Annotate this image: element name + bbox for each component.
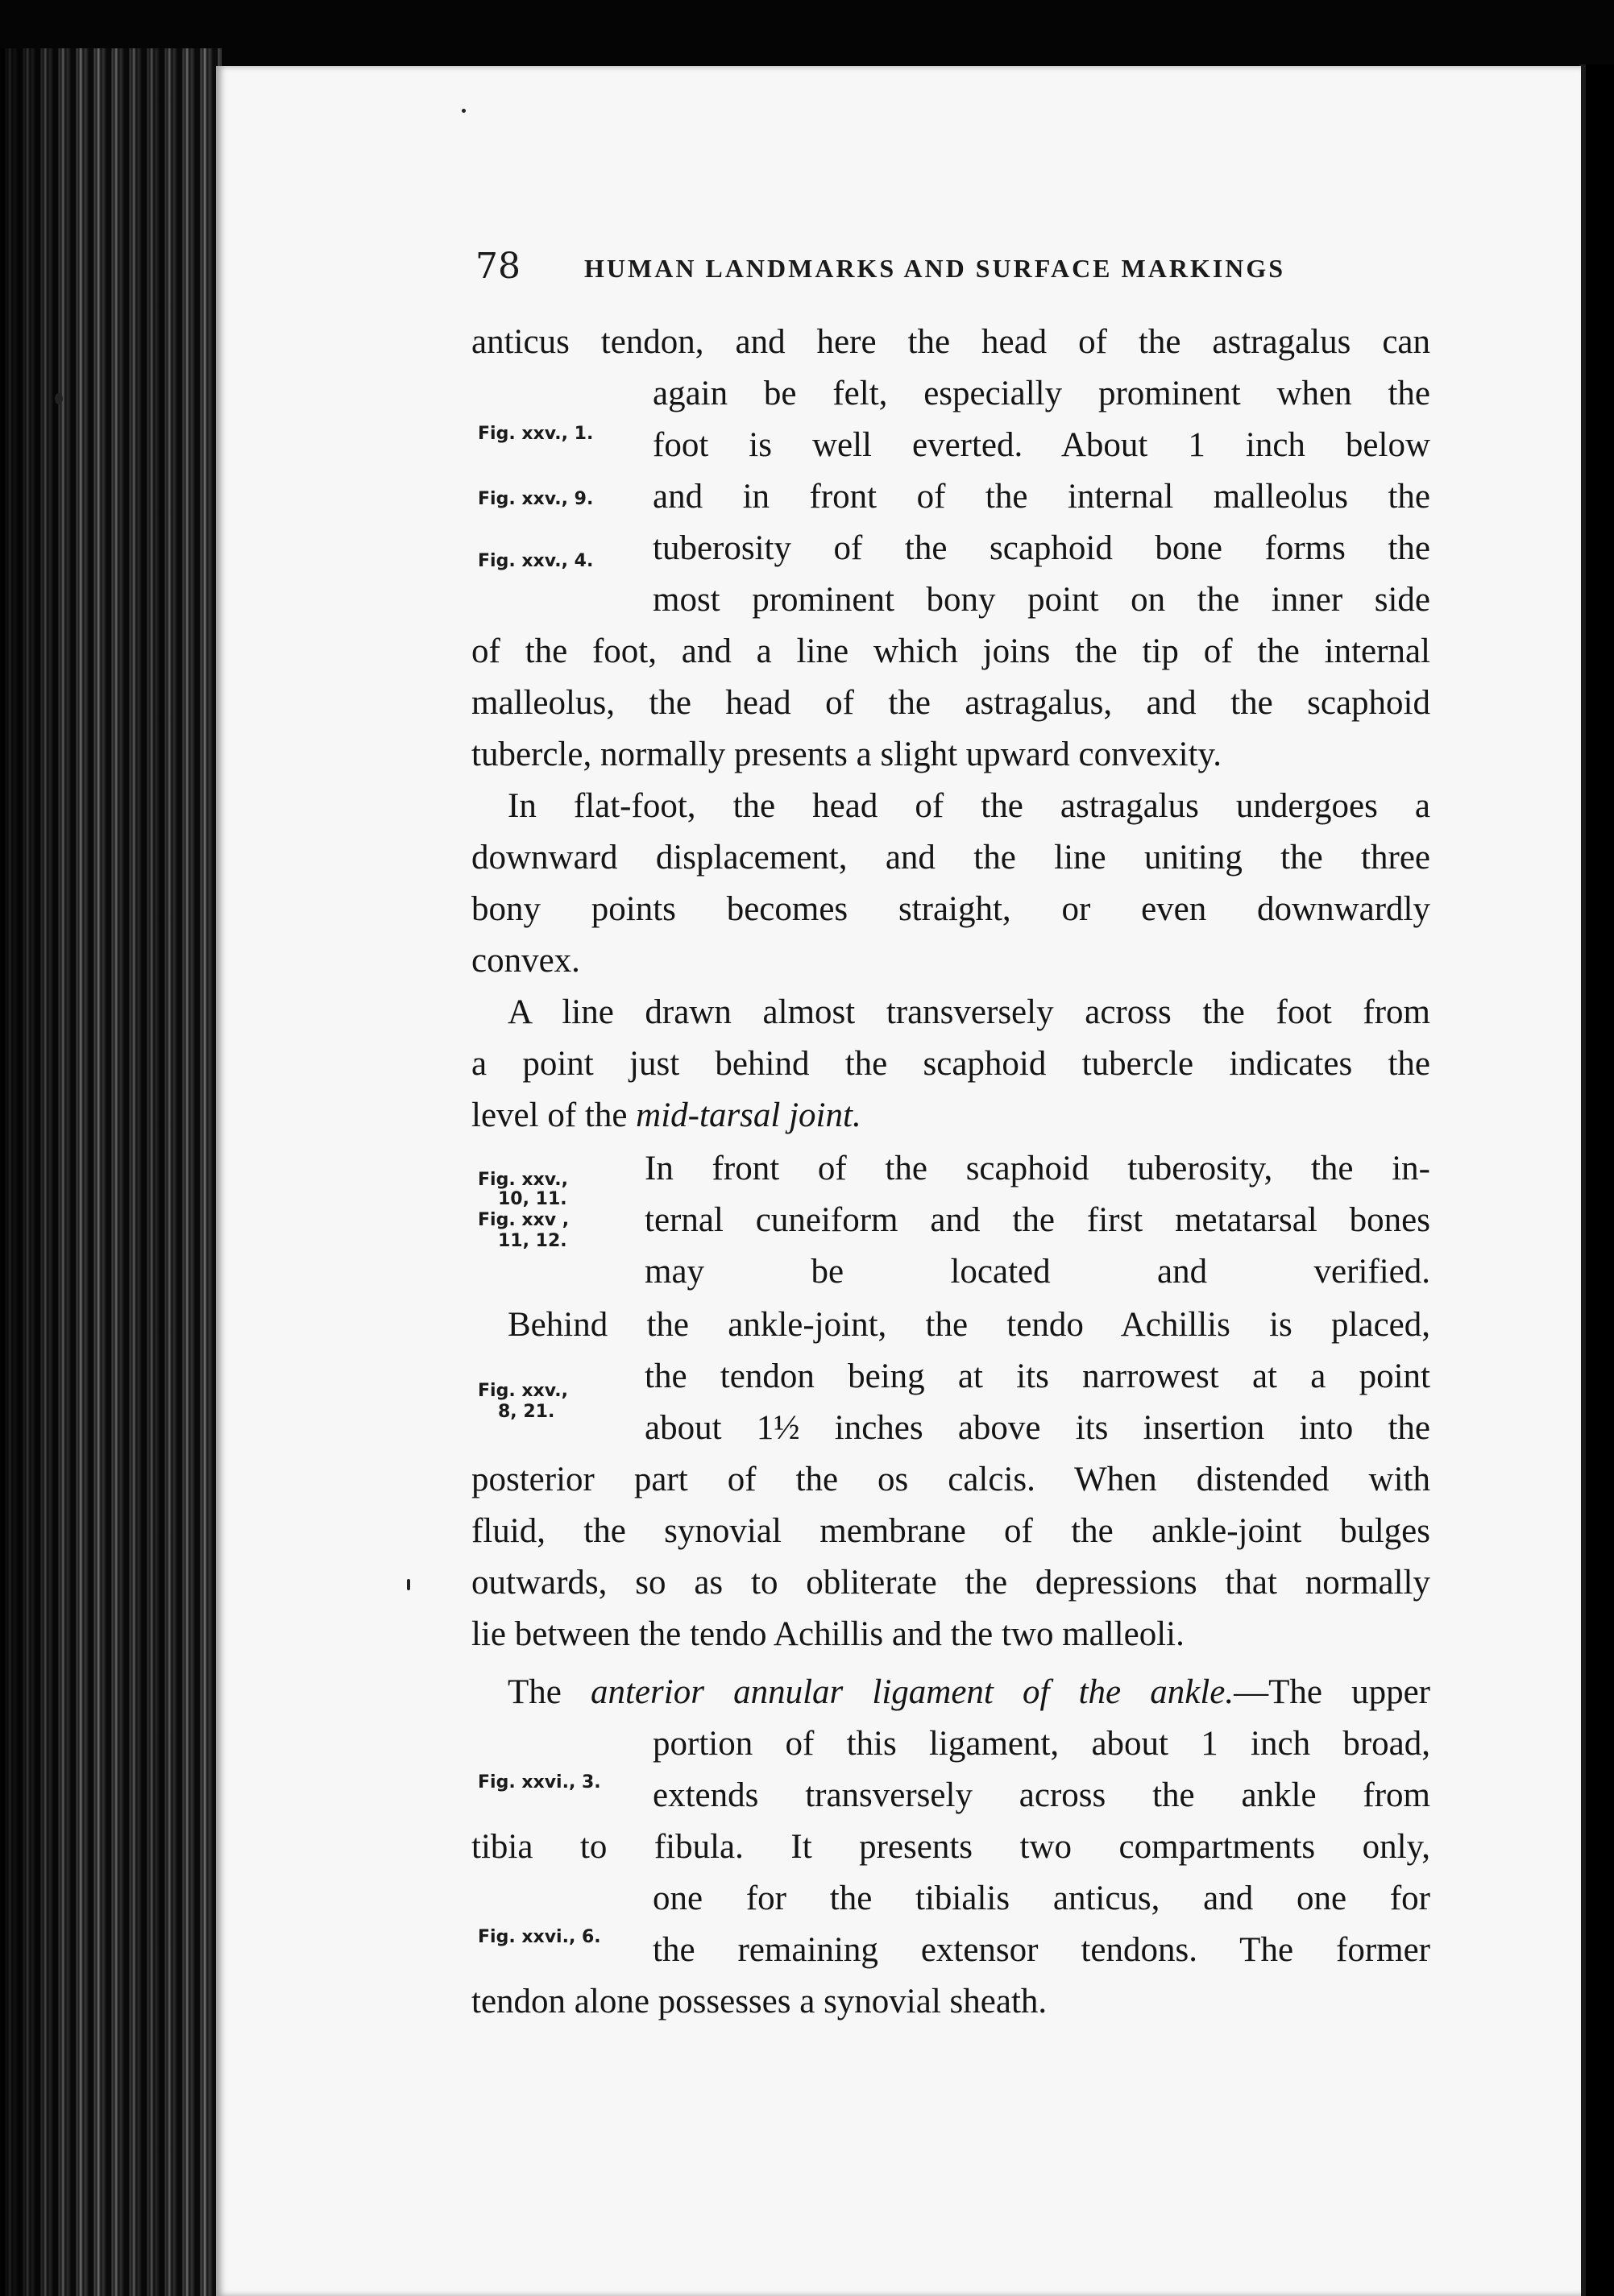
page-header: [475, 246, 1434, 291]
text-line: A line drawn almost transversely across the foot from: [508, 993, 1430, 1031]
text-line: downward displacement, and the line uniting the three: [471, 839, 1430, 877]
text-line: ternal cuneiform and the first metatarsal bones: [645, 1201, 1430, 1239]
text-line: may be located and verified.: [645, 1253, 1430, 1291]
running-title: HUMAN LANDMARKS AND SURFACE MARKINGS: [584, 254, 1286, 283]
text-line: again be felt, especially prominent when the: [653, 375, 1430, 412]
text-run: level of the: [471, 1096, 637, 1134]
figure-reference: Fig. xxv.,: [478, 1381, 568, 1401]
figure-reference: Fig. xxv., 1.: [478, 424, 594, 444]
text-run: —The upper: [1234, 1673, 1430, 1711]
text-line: and in front of the internal malleolus the: [653, 478, 1430, 516]
figure-reference: 8, 21.: [498, 1402, 555, 1422]
text-line: [471, 1096, 1430, 1147]
text-line: lie between the tendo Achillis and the two malleoli.: [471, 1615, 1185, 1653]
figure-reference: Fig. xxv., 9.: [478, 489, 594, 509]
text-run: The: [508, 1673, 591, 1711]
text-line: [508, 1672, 1430, 1724]
text-line: the tendon being at its narrowest at a point: [645, 1357, 1430, 1395]
figure-reference: 10, 11.: [498, 1189, 567, 1209]
text-line: In flat-foot, the head of the astragalus undergoes a: [508, 787, 1430, 825]
scan-speck: [55, 393, 63, 404]
text-line: extends transversely across the ankle from: [653, 1776, 1430, 1814]
text-line: about 1½ inches above its insertion into the: [645, 1409, 1430, 1447]
text-line: the remaining extensor tendons. The former: [653, 1931, 1430, 1969]
scan-speck: [407, 1579, 410, 1590]
figure-reference: Fig. xxv., 4.: [478, 551, 594, 571]
figure-reference: 11, 12.: [498, 1231, 567, 1251]
scan-background-right: [1586, 64, 1614, 2296]
figure-reference: Fig. xxv ,: [478, 1210, 570, 1230]
text-line: portion of this ligament, about 1 inch broad,: [653, 1725, 1430, 1763]
text-line: anticus tendon, and here the head of the astragalus can: [471, 323, 1430, 361]
scan-speck: [462, 109, 466, 113]
term-mid-tarsal-joint: mid-tarsal joint.: [636, 1096, 861, 1134]
scan-background-top: [0, 0, 1614, 73]
term-anterior-annular-ligament: anterior annular ligament of the ankle.: [590, 1673, 1234, 1711]
figure-reference: Fig. xxv.,: [478, 1170, 568, 1190]
text-line: In front of the scaphoid tuberosity, the in-: [645, 1150, 1430, 1187]
text-line: Behind the ankle-joint, the tendo Achillis is placed,: [508, 1306, 1430, 1344]
spine-shadow: [0, 48, 222, 2296]
text-line: outwards, so as to obliterate the depressions that normally: [471, 1564, 1430, 1602]
text-line: bony points becomes straight, or even downwardly: [471, 890, 1430, 928]
text-line: one for the tibialis anticus, and one for: [653, 1879, 1430, 1917]
figure-reference: Fig. xxvi., 6.: [478, 1927, 601, 1947]
text-line: malleolus, the head of the astragalus, and the scaphoid: [471, 684, 1430, 722]
text-line: most prominent bony point on the inner side: [653, 581, 1430, 619]
text-line: tibia to fibula. It presents two compartments only,: [471, 1828, 1430, 1866]
text-line: of the foot, and a line which joins the tip of the internal: [471, 632, 1430, 670]
text-line: tuberosity of the scaphoid bone forms the: [653, 529, 1430, 567]
text-line: fluid, the synovial membrane of the ankle-joint bulges: [471, 1512, 1430, 1550]
text-line: foot is well everted. About 1 inch below: [653, 426, 1430, 464]
page-number: 78: [475, 246, 521, 287]
text-line: posterior part of the os calcis. When distended with: [471, 1461, 1430, 1498]
text-line: tubercle, normally presents a slight upward convexity.: [471, 736, 1222, 773]
text-line: a point just behind the scaphoid tubercle indicates the: [471, 1045, 1430, 1083]
text-line: convex.: [471, 942, 580, 980]
text-line: tendon alone possesses a synovial sheath.: [471, 1983, 1048, 2020]
figure-reference: Fig. xxvi., 3.: [478, 1772, 601, 1792]
